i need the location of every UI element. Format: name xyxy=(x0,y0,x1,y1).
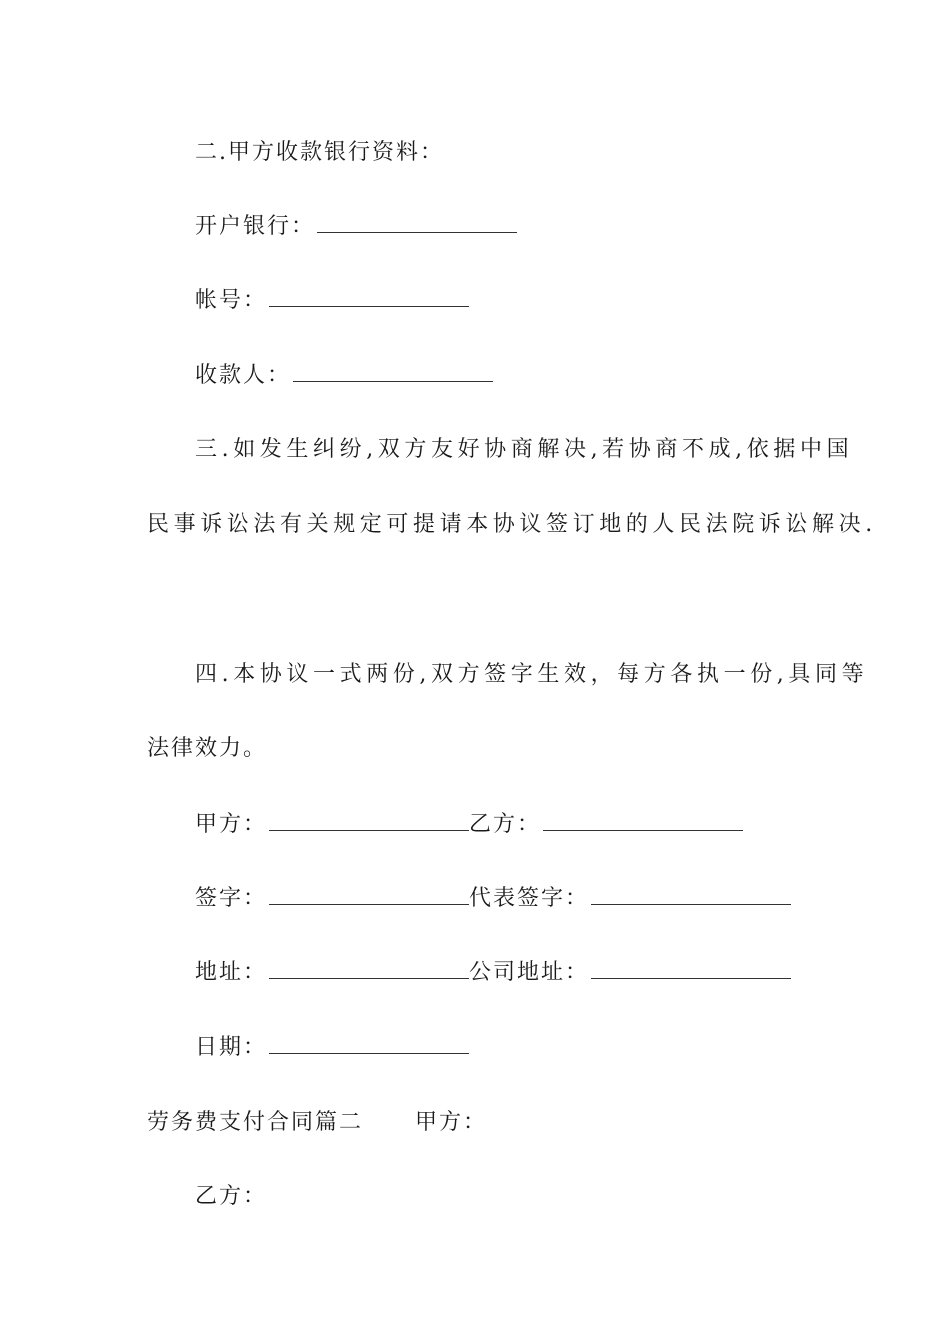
date-row xyxy=(195,1033,469,1063)
address-row xyxy=(195,958,791,988)
party-a-label: 甲方： xyxy=(195,812,268,837)
address-label: 地址： xyxy=(195,960,268,985)
account-blank xyxy=(269,286,469,307)
payee-label: 收款人： xyxy=(195,363,292,388)
section4-line1: 四.本协议一式两份,双方签字生效，每方各执一份,具同等 xyxy=(195,662,869,687)
party-a-blank xyxy=(269,810,469,831)
section2-heading: 二.甲方收款银行资料： xyxy=(195,140,444,165)
date-label: 日期： xyxy=(195,1035,268,1060)
address-blank xyxy=(269,958,469,979)
contract2-title: 劳务费支付合同篇二 xyxy=(147,1110,364,1135)
bank-label: 开户银行： xyxy=(195,214,316,239)
party-b-blank xyxy=(543,810,743,831)
party-row xyxy=(195,810,743,840)
bank-row xyxy=(195,212,517,242)
rep-sign-label: 代表签字： xyxy=(469,886,590,911)
section4-line2: 法律效力。 xyxy=(147,736,268,761)
company-address-blank xyxy=(591,958,791,979)
section3-line2: 民事诉讼法有关规定可提请本协议签订地的人民法院诉讼解决. xyxy=(147,512,877,537)
rep-sign-blank xyxy=(591,884,791,905)
contract2-party-b-label: 乙方： xyxy=(195,1184,268,1209)
sign-label: 签字： xyxy=(195,886,268,911)
sign-row xyxy=(195,884,791,914)
bank-blank xyxy=(317,212,517,233)
account-label: 帐号： xyxy=(195,288,268,313)
sign-blank xyxy=(269,884,469,905)
contract2-title-row xyxy=(147,1108,487,1138)
party-b-label: 乙方： xyxy=(469,812,542,837)
date-blank xyxy=(269,1033,469,1054)
account-row xyxy=(195,286,469,316)
section3-line1: 三.如发生纠纷,双方友好协商解决,若协商不成,依据中国 xyxy=(195,437,854,462)
payee-blank xyxy=(293,361,493,382)
payee-row xyxy=(195,361,493,391)
company-address-label: 公司地址： xyxy=(469,960,590,985)
contract2-party-a-label: 甲方： xyxy=(415,1110,488,1135)
